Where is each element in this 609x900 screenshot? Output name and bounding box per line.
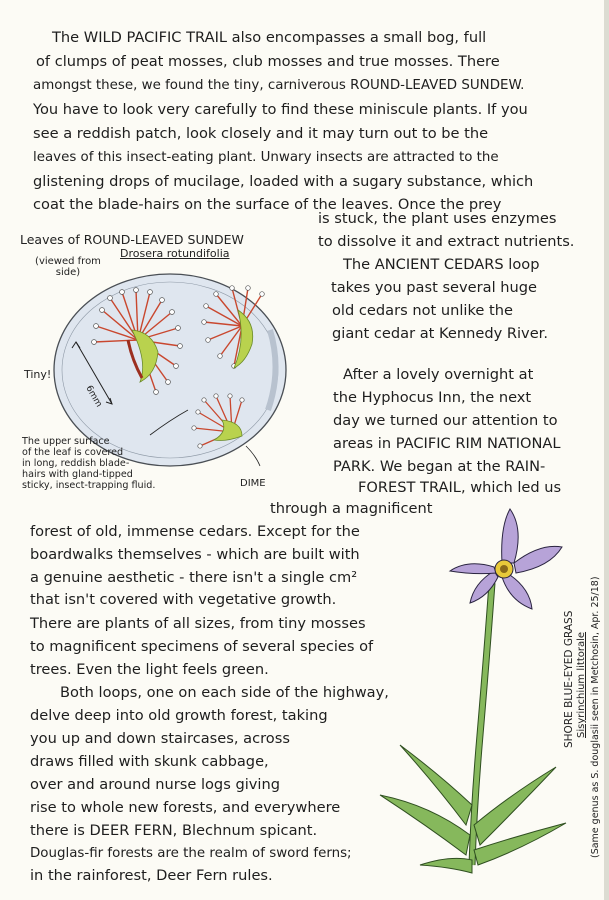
text-line: there is DEER FERN, Blechnum spicant. <box>30 822 318 839</box>
text-line: a genuine aesthetic - there isn't a single cm² <box>30 569 358 586</box>
text-line: There are plants of all sizes, from tiny mosses <box>30 615 366 632</box>
grass-latin-name: Sisyrinchium littorale <box>576 631 587 738</box>
measure-label: 6mm <box>83 384 104 410</box>
text-line: glistening drops of mucilage, loaded with a sugary substance, which <box>33 173 534 190</box>
grass-note: (Same genus as S. douglasii seen in Metchosin, Apr. 25/18) <box>590 576 601 858</box>
sketch-title: Leaves of ROUND-LEAVED SUNDEW <box>20 232 244 247</box>
grass-common-name: SHORE BLUE-EYED GRASS <box>563 610 575 748</box>
viewed-note: (viewed from side) <box>35 256 101 278</box>
text-line: amongst these, we found the tiny, carniverous ROUND-LEAVED SUNDEW. <box>33 78 525 93</box>
text-line: through a magnificent <box>270 500 433 517</box>
text-line: forest of old, immense cedars. Except for the <box>30 523 360 540</box>
text-line: leaves of this insect-eating plant. Unwary insects are attracted to the <box>33 150 499 165</box>
note-line: sticky, insect-trapping fluid. <box>22 480 156 491</box>
text-line: trees. Even the light feels green. <box>30 661 269 678</box>
text-line: you up and down staircases, across <box>30 730 290 747</box>
text-line: The WILD PACIFIC TRAIL also encompasses a small bog, full <box>52 29 487 46</box>
blue-eyed-grass-illustration <box>370 505 570 885</box>
text-line: is stuck, the plant uses enzymes <box>318 210 557 227</box>
grass-leaf <box>420 858 472 873</box>
note-line: The upper surface <box>22 436 110 447</box>
text-line: old cedars not unlike the <box>332 302 513 319</box>
sundew-note <box>22 436 155 491</box>
dime-label: DIME <box>240 478 266 489</box>
text-line: coat the blade-hairs on the surface of the leaves. Once the prey <box>33 196 502 213</box>
flower-petals <box>450 509 562 609</box>
text-line: in the rainforest, Deer Fern rules. <box>30 867 273 884</box>
text-line: that isn't covered with vegetative growth. <box>30 591 337 608</box>
text-line: Both loops, one on each side of the highway, <box>60 684 389 701</box>
text-line: giant cedar at Kennedy River. <box>332 325 548 342</box>
text-line: the Hyphocus Inn, the next <box>333 389 532 406</box>
text-line: rise to whole new forests, and everywhere <box>30 799 341 816</box>
text-line: to magnificent specimens of several species of <box>30 638 374 655</box>
text-line: You have to look very carefully to find these miniscule plants. If you <box>33 101 528 118</box>
text-line: to dissolve it and extract nutrients. <box>318 233 575 250</box>
text-line: day we turned our attention to <box>333 412 558 429</box>
pointer-line <box>246 446 260 466</box>
text-line: over and around nurse logs giving <box>30 776 280 793</box>
text-line: After a lovely overnight at <box>343 366 534 383</box>
note-line: in long, reddish blade- <box>22 458 130 469</box>
page-edge <box>604 0 609 900</box>
text-line: takes you past several huge <box>331 279 538 296</box>
note-line: of the leaf is covered <box>22 447 124 458</box>
text-line: draws filled with skunk cabbage, <box>30 753 269 770</box>
text-line: FOREST TRAIL, which led us <box>358 479 562 496</box>
tiny-label: Tiny! <box>24 368 52 381</box>
text-line: see a reddish patch, look closely and it may turn out to be the <box>33 125 489 142</box>
text-line: delve deep into old growth forest, taking <box>30 707 328 724</box>
text-line: Douglas-fir forests are the realm of sword ferns; <box>30 846 352 861</box>
text-line: boardwalks themselves - which are built with <box>30 546 360 563</box>
sketch-latin-name: Drosera rotundifolia <box>120 247 230 260</box>
text-line: of clumps of peat mosses, club mosses and true mosses. There <box>36 53 500 70</box>
text-line: PARK. We began at the RAIN- <box>333 458 546 475</box>
text-line: The ANCIENT CEDARS loop <box>343 256 540 273</box>
note-line: hairs with gland-tipped <box>22 469 133 480</box>
text-line: areas in PACIFIC RIM NATIONAL <box>333 435 561 452</box>
